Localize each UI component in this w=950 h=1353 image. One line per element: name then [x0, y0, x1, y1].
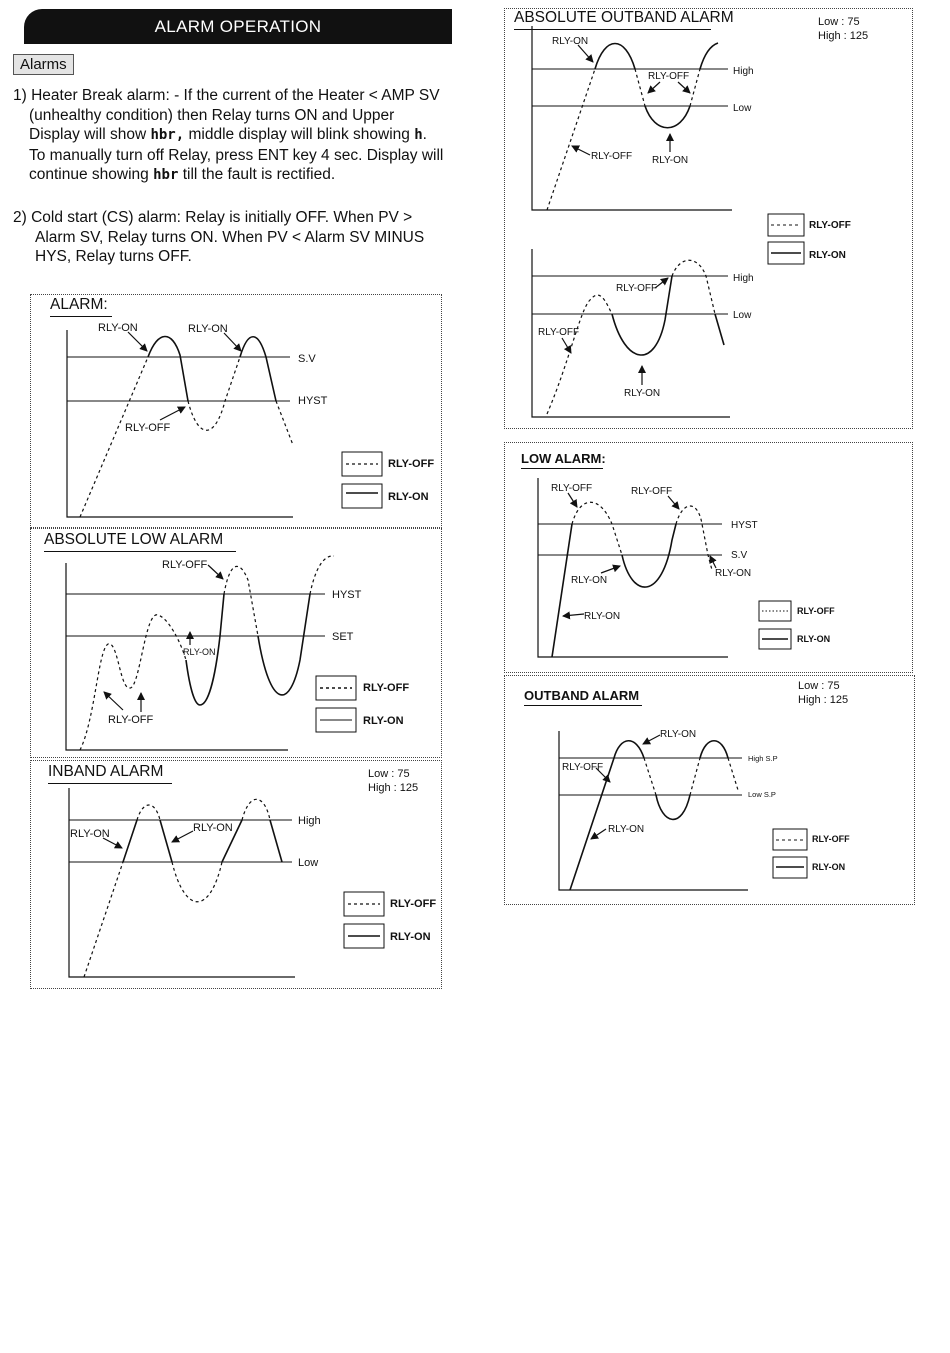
rly-on-label: RLY-ON [571, 575, 608, 586]
legend-rly-on: RLY-ON [390, 931, 431, 943]
hbr-code: hbr, [150, 127, 185, 144]
low-sp-label: Low S.P [748, 790, 776, 799]
set-label: SET [332, 631, 354, 643]
page-title: ALARM OPERATION [154, 16, 322, 36]
outband-setpoint-note: Low : 75 High : 125 [798, 680, 849, 706]
legend-rly-off: RLY-OFF [390, 898, 437, 910]
alarm-title: ALARM: [50, 296, 108, 314]
heater-break-line-4: To manually turn off Relay, press ENT key 4 sec. Display will [29, 146, 444, 164]
pv-curve-off [635, 69, 645, 106]
rly-off-label: RLY-OFF [551, 483, 593, 494]
rly-on-label: RLY-ON [608, 824, 645, 835]
pv-curve-on [656, 795, 690, 819]
legend-rly-off: RLY-OFF [797, 606, 835, 616]
pv-curve-off [572, 502, 622, 555]
hyst-label: HYST [298, 395, 328, 407]
rly-on-label: RLY-ON [584, 611, 621, 622]
legend-rly-on: RLY-ON [809, 250, 846, 261]
cold-start-line-1: 2) Cold start (CS) alarm: Relay is initially OFF. When PV > [13, 209, 413, 226]
y-axis [538, 478, 728, 657]
rly-on-label: RLY-ON [188, 323, 228, 335]
pv-curve-off [644, 758, 656, 795]
absolute-outband-alarm-chart-1 [532, 26, 732, 210]
pv-curve-on [595, 44, 635, 70]
high-label: High [733, 273, 754, 284]
low-label: Low [733, 103, 752, 114]
high-label: High [733, 66, 754, 77]
absolute-outband-legend [768, 214, 804, 264]
pv-curve-on [148, 336, 188, 401]
y-axis [66, 563, 288, 750]
pv-curve-off [172, 862, 222, 902]
pv-curve-off [84, 862, 123, 977]
pv-curve-off [672, 260, 715, 314]
pv-curve-on [270, 820, 282, 862]
pv-curve-on [258, 594, 310, 695]
absolute-outband-setpoint-note: Low : 75 High : 125 [818, 16, 869, 42]
cold-start-line-2: Alarm SV, Relay turns ON. When PV < Alarm SV MINUS [35, 228, 425, 246]
y-axis [559, 731, 748, 890]
legend-rly-on: RLY-ON [797, 634, 831, 644]
hyst-label: HYST [731, 520, 758, 531]
high-sp-label: High S.P [748, 754, 778, 763]
rly-on-label: RLY-ON [660, 729, 697, 740]
rly-off-label: RLY-OFF [108, 714, 154, 726]
h-code: h [414, 127, 423, 144]
sv-label: S.V [731, 550, 748, 561]
pv-curve-on [240, 337, 276, 401]
legend-rly-on: RLY-ON [388, 491, 429, 503]
rly-off-label: RLY-OFF [616, 283, 658, 294]
pv-curve-off [242, 799, 270, 820]
pv-curve-off [137, 805, 160, 820]
pv-curve-on [645, 106, 690, 128]
legend-rly-on: RLY-ON [363, 715, 404, 727]
pv-curve-on [622, 524, 676, 587]
pv-curve-off [690, 69, 700, 106]
rly-off-label: RLY-OFF [648, 71, 690, 82]
hbr-code: hbr [153, 167, 179, 184]
pv-curve-on [700, 43, 718, 69]
pv-curve-off [224, 566, 258, 636]
rly-off-label: RLY-OFF [631, 486, 673, 497]
low-label: Low [733, 310, 752, 321]
rly-on-label: RLY-ON [183, 647, 216, 657]
outband-alarm-title: OUTBAND ALARM [524, 688, 639, 703]
rly-on-label: RLY-ON [98, 322, 138, 334]
pv-curve-off [547, 295, 612, 414]
pv-curve-off [80, 357, 148, 517]
inband-alarm-title: INBAND ALARM [48, 763, 163, 781]
rly-off-label: RLY-OFF [162, 559, 208, 571]
pv-curve-off [188, 357, 240, 430]
pv-curve-off [310, 556, 334, 594]
inband-alarm-chart [69, 788, 384, 977]
rly-on-label: RLY-ON [552, 36, 589, 47]
rly-off-label: RLY-OFF [538, 327, 580, 338]
pv-curve-off [676, 506, 712, 570]
rly-on-label: RLY-ON [70, 828, 110, 840]
sv-label: S.V [298, 353, 316, 365]
heater-break-line-5: continue showing hbr till the fault is rectified. [29, 166, 336, 184]
pv-curve-off [547, 69, 595, 210]
rly-on-label: RLY-ON [715, 568, 752, 579]
pv-curve-off [728, 758, 738, 790]
legend-rly-off: RLY-OFF [812, 834, 850, 844]
legend-rly-off: RLY-OFF [809, 220, 851, 231]
rly-off-label: RLY-OFF [591, 151, 633, 162]
pv-curve-on [552, 524, 572, 657]
rly-off-label: RLY-OFF [125, 422, 171, 434]
legend-rly-on: RLY-ON [812, 862, 846, 872]
rly-off-label: RLY-OFF [562, 762, 604, 773]
y-axis [532, 26, 732, 210]
alarm-chart [67, 330, 382, 517]
outband-legend [773, 829, 807, 878]
pv-curve-off [276, 401, 293, 445]
pv-curve-on [123, 820, 137, 862]
pv-curve-on [700, 741, 728, 758]
rly-on-label: RLY-ON [193, 822, 233, 834]
rly-on-label: RLY-ON [652, 155, 689, 166]
absolute-low-alarm-title: ABSOLUTE LOW ALARM [44, 531, 223, 549]
pv-curve-on [614, 741, 644, 758]
hyst-label: HYST [332, 589, 362, 601]
outband-alarm-chart [559, 731, 748, 890]
high-label: High [298, 815, 321, 827]
pv-curve-off [690, 758, 700, 795]
rly-on-label: RLY-ON [624, 388, 661, 399]
y-axis [69, 788, 295, 977]
low-alarm-title: LOW ALARM: [521, 451, 606, 466]
low-alarm-chart [538, 478, 728, 657]
pv-curve-on [160, 820, 172, 862]
pv-curve-off [80, 615, 186, 750]
low-alarm-legend [759, 601, 791, 649]
low-label: Low [298, 857, 319, 869]
pv-curve-on [715, 314, 724, 345]
heater-break-line-2: (unhealthy condition) then Relay turns ON and Upper [29, 106, 395, 124]
inband-setpoint-note: Low : 75 High : 125 [368, 768, 419, 794]
heater-break-line-3: Display will show hbr, middle display will blink showing h. [29, 126, 427, 144]
cold-start-line-3: HYS, Relay turns OFF. [35, 248, 192, 266]
heater-break-line-1: 1) Heater Break alarm: - If the current of the Heater < AMP SV [13, 87, 440, 104]
alarms-tag: Alarms [13, 54, 74, 75]
legend-rly-off: RLY-OFF [388, 458, 435, 470]
absolute-outband-alarm-title: ABSOLUTE OUTBAND ALARM [514, 9, 734, 27]
legend-rly-off: RLY-OFF [363, 682, 410, 694]
